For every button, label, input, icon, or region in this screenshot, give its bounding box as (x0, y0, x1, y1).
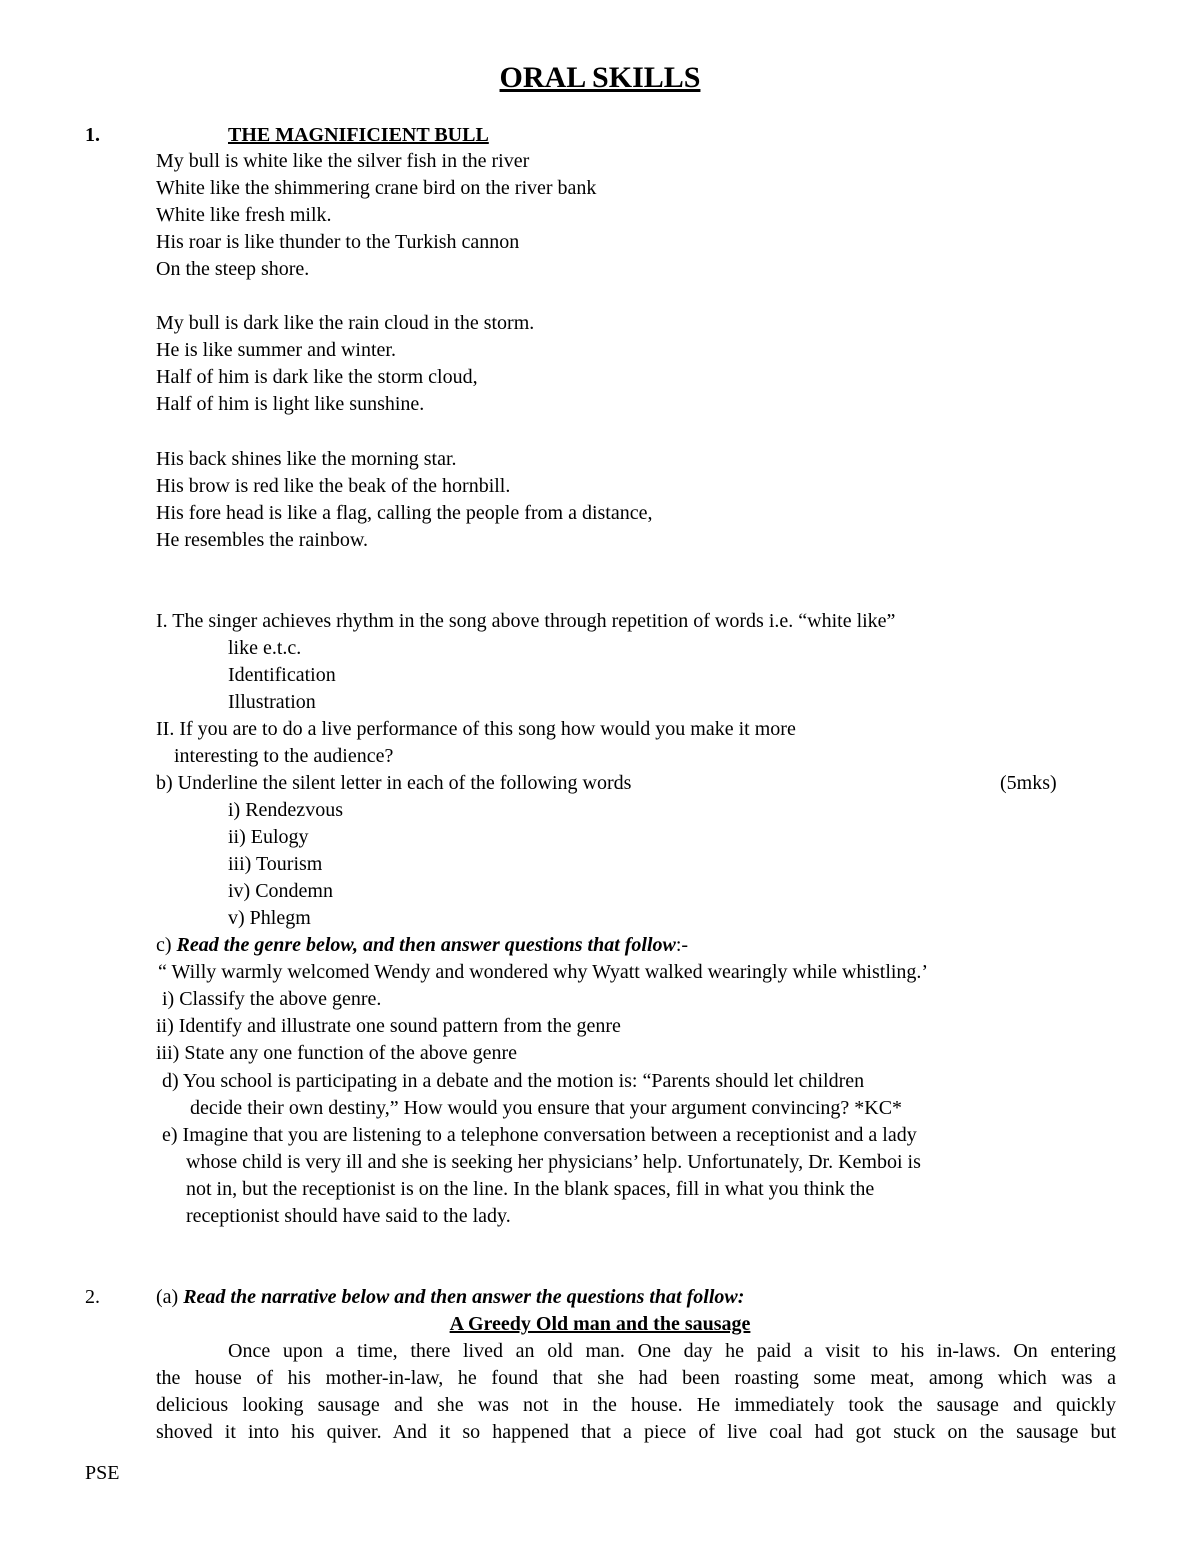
poem-line: On the steep shore. (156, 258, 310, 280)
question-part-ii-cont: interesting to the audience? (174, 745, 394, 767)
part-c-instruction: Read the genre below, and then answer questions that follow (176, 934, 676, 956)
part-c-label: c) (156, 934, 177, 956)
poem-line: White like fresh milk. (156, 204, 332, 226)
question-2a (156, 1284, 744, 1310)
part-a-label: (a) (156, 1286, 184, 1308)
word-item: iv) Condemn (228, 880, 333, 902)
word-item: i) Rendezvous (228, 799, 343, 821)
question-part-b: b) Underline the silent letter in each of the following words (156, 772, 632, 794)
question-part-d: d) You school is participating in a debate and the motion is: “Parents should let children (162, 1070, 865, 1092)
story-line: shoved it into his quiver. And it so happened that a piece of live coal had got stuck on the sausage but (156, 1421, 1116, 1443)
question-part-e-cont: whose child is very ill and she is seeking her physicians’ help. Unfortunately, Dr. Kemboi is (186, 1151, 921, 1173)
genre-quote: “ Willy warmly welcomed Wendy and wondered why Wyatt walked wearingly while whistling.’ (158, 961, 929, 983)
question-number: 1. (85, 124, 100, 146)
question-part-i: I. The singer achieves rhythm in the song above through repetition of words i.e. “white like” (156, 610, 896, 632)
answer-item: Identification (228, 664, 336, 686)
question-sub: i) Classify the above genre. (162, 988, 382, 1010)
story-line: the house of his mother-in-law, he found that she had been roasting some meat, among which was a (156, 1367, 1116, 1389)
word-item: ii) Eulogy (228, 826, 309, 848)
question-sub: ii) Identify and illustrate one sound pattern from the genre (156, 1015, 621, 1037)
answer-item: like e.t.c. (228, 637, 302, 659)
poem-line: His fore head is like a flag, calling the people from a distance, (156, 502, 653, 524)
question-part-d-cont: decide their own destiny,” How would you ensure that your argument convincing? *KC* (190, 1097, 903, 1119)
poem-line: My bull is white like the silver fish in the river (156, 150, 530, 172)
question-sub: iii) State any one function of the above genre (156, 1042, 517, 1064)
question-part-ii: II. If you are to do a live performance of this song how would you make it more (156, 718, 796, 740)
story-line: delicious looking sausage and she was not in the house. He immediately took the sausage and quickly (156, 1394, 1116, 1416)
question-part-e-cont: receptionist should have said to the lady. (186, 1205, 511, 1227)
poem-line: His roar is like thunder to the Turkish cannon (156, 231, 520, 253)
poem-line: He is like summer and winter. (156, 339, 396, 361)
poem-line: White like the shimmering crane bird on the river bank (156, 177, 597, 199)
poem-line: My bull is dark like the rain cloud in the storm. (156, 312, 535, 334)
word-item: iii) Tourism (228, 853, 323, 875)
part-c-suffix: :- (675, 934, 689, 956)
story-line: Once upon a time, there lived an old man. One day he paid a visit to his in-laws. On entering (228, 1340, 1116, 1362)
page-title: ORAL SKILLS (499, 61, 701, 94)
marks-label: (5mks) (1000, 772, 1057, 794)
footer-text: PSE (85, 1462, 120, 1484)
question-part-e-cont: not in, but the receptionist is on the line. In the blank spaces, fill in what you think the (186, 1178, 875, 1200)
poem-line: He resembles the rainbow. (156, 529, 368, 551)
word-item: v) Phlegm (228, 907, 311, 929)
question-part-c (156, 932, 688, 958)
story-title: A Greedy Old man and the sausage (449, 1313, 751, 1335)
question-part-e: e) Imagine that you are listening to a telephone conversation between a receptionist and a lady (162, 1124, 917, 1146)
answer-item: Illustration (228, 691, 316, 713)
part-a-instruction: Read the narrative below and then answer the questions that follow: (183, 1286, 745, 1308)
poem-line: His back shines like the morning star. (156, 448, 457, 470)
poem-line: Half of him is light like sunshine. (156, 393, 425, 415)
question-number: 2. (85, 1286, 100, 1308)
poem-title: THE MAGNIFICIENT BULL (228, 124, 489, 146)
poem-line: Half of him is dark like the storm cloud, (156, 366, 478, 388)
poem-line: His brow is red like the beak of the hornbill. (156, 475, 511, 497)
